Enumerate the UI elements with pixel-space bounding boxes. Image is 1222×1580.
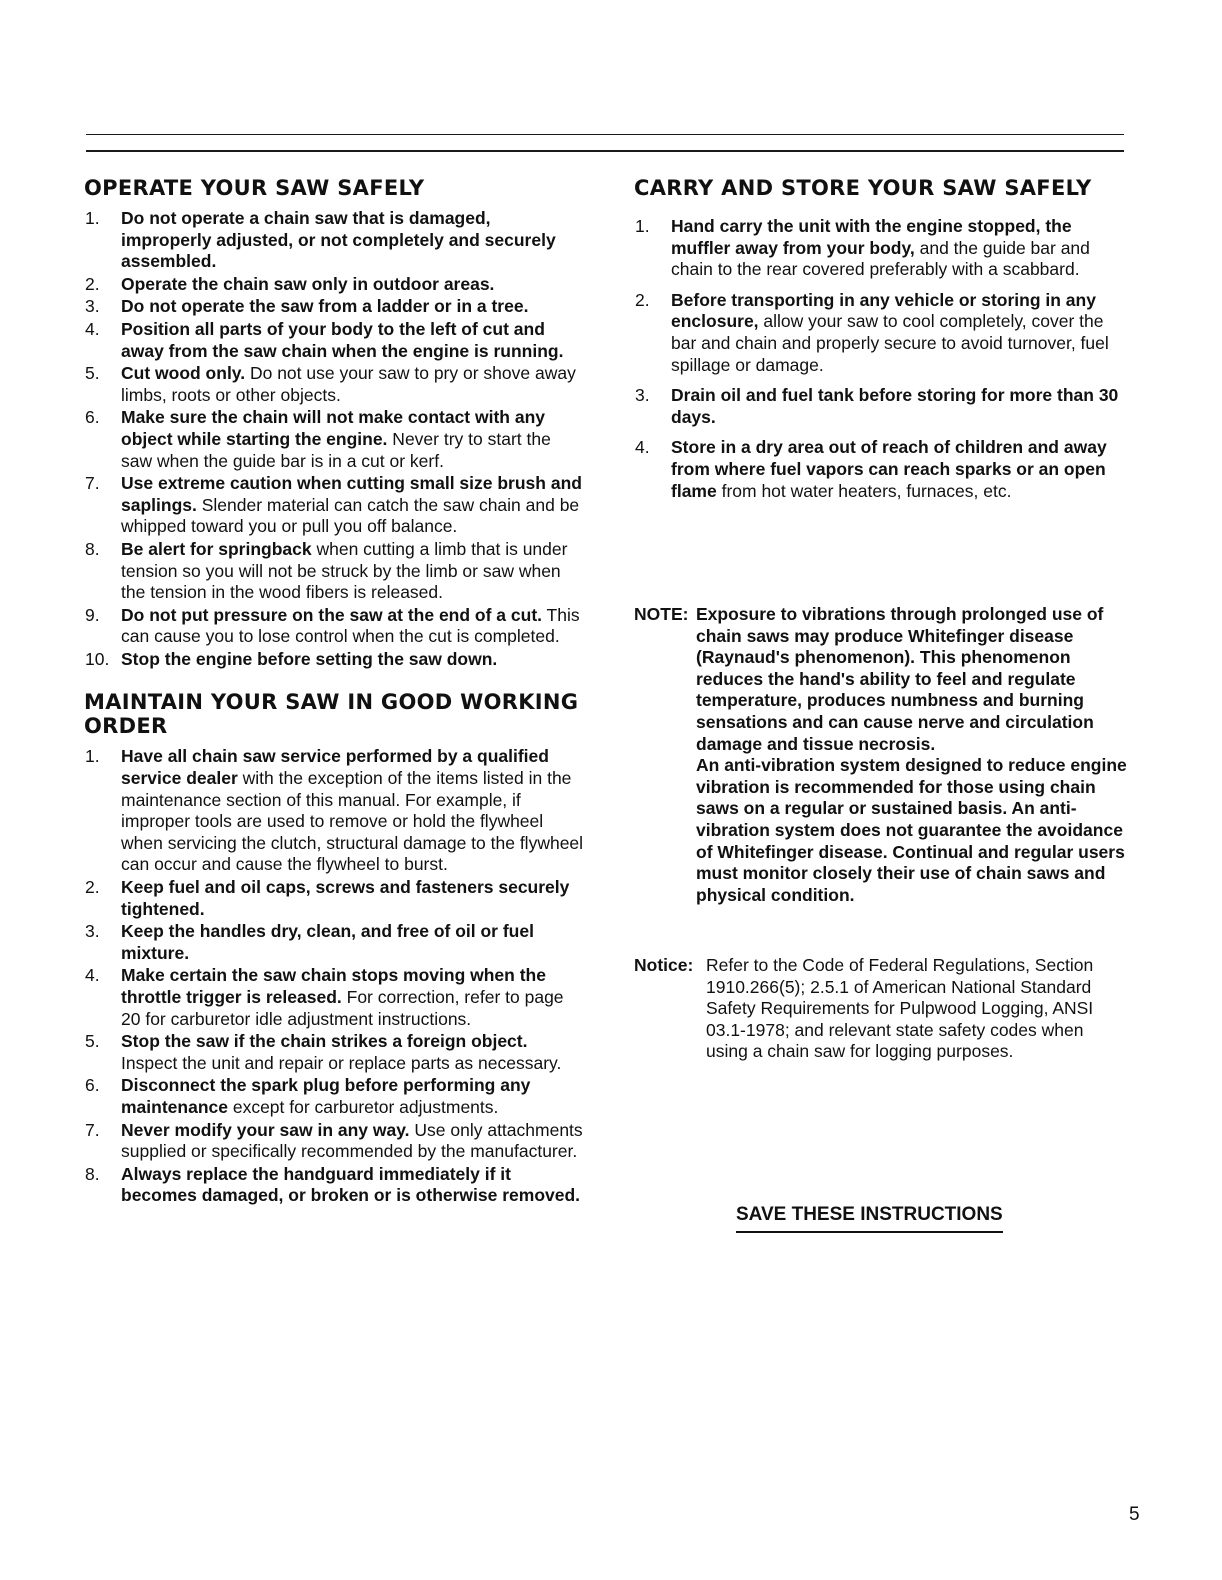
list-item (84, 921, 584, 964)
note-paragraph-1: Exposure to vibrations through prolonged use of chain saws may produce Whitefinger disease (Raynaud's phenomenon). This phenomenon reduces the hand's ability to feel and regulate temperature, produces numbness and burning sensations and can cause nerve and circulation damage and tissue necrosis. (696, 604, 1104, 754)
item-number: 2. (85, 877, 100, 898)
operate-safely-heading: OPERATE YOUR SAW SAFELY (84, 176, 425, 200)
item-number: 6. (85, 407, 100, 428)
list-item (634, 216, 1130, 281)
carry-store-list (634, 216, 1130, 502)
item-number: 1. (85, 746, 100, 767)
item-text: For correction, refer to page 20 for carburetor idle adjustment instructions. (121, 987, 564, 1029)
item-number: 2. (85, 273, 100, 294)
item-text: Slender material can catch the saw chain and be whipped toward you or pull you off balance. (121, 494, 580, 537)
item-bold-text: Before transporting in any vehicle or storing in any enclosure, (671, 289, 1096, 332)
notice-label: Notice: (634, 955, 694, 975)
list-item (84, 1075, 584, 1118)
vibration-note (634, 604, 1128, 906)
carry-store-heading: CARRY AND STORE YOUR SAW SAFELY (634, 176, 1092, 200)
list-item (84, 363, 584, 406)
item-text: Use only attachments supplied or specifically recommended by the manufacturer. (121, 1119, 583, 1162)
item-number: 8. (85, 538, 100, 559)
item-text: Inspect the unit and repair or replace parts as necessary. (121, 1052, 562, 1073)
list-item (84, 208, 584, 273)
item-bold-text: Hand carry the unit with the engine stopped, the muffler away from your body, (671, 216, 1072, 258)
item-bold-text: Make certain the saw chain stops moving when the throttle trigger is released. (121, 965, 546, 1007)
item-bold-text: Be alert for springback (121, 538, 312, 559)
list-item (84, 605, 584, 648)
item-bold-text: Have all chain saw service performed by a qualified service dealer (121, 746, 549, 789)
item-number: 5. (85, 1031, 100, 1052)
list-item (84, 1031, 584, 1074)
item-number: 1. (635, 216, 650, 236)
item-number: 3. (85, 296, 100, 317)
right-column (634, 176, 1130, 511)
item-bold-text: Never modify your saw in any way. (121, 1119, 410, 1140)
maintain-saw-heading: MAINTAIN YOUR SAW IN GOOD WORKING ORDER (84, 690, 579, 739)
item-bold-text: Operate the chain saw only in outdoor areas. (121, 273, 495, 294)
page-number: 5 (1129, 1504, 1140, 1525)
item-bold-text: Position all parts of your body to the left of cut and away from the saw chain when the engine is running. (121, 318, 564, 361)
item-number: 10. (85, 648, 110, 669)
list-item (84, 1164, 584, 1207)
item-text: when cutting a limb that is under tension so you will not be struck by the limb or saw when the tension in the wood fibers is released. (121, 538, 568, 603)
item-number: 6. (85, 1075, 100, 1096)
item-bold-text: Stop the saw if the chain strikes a foreign object. (121, 1031, 528, 1052)
item-number: 7. (85, 473, 100, 494)
item-text: with the exception of the items listed in the maintenance section of this manual. For example, if improper tools are used to remove or hold the flywheel when servicing the clutch, structural damage to the flywheel can occur and cause the flywheel to burst. (121, 768, 584, 875)
item-number: 5. (85, 363, 100, 384)
note-paragraph-2: An anti-vibration system designed to reduce engine vibration is recommended for those using chain saws on a regular or sustained basis. An anti-vibration system does not guarantee the avoidance of Whitefinger disease. Continual and regular users must monitor closely their use of chain saws and physical condition. (696, 755, 1127, 905)
top-rule-thin (86, 134, 1124, 135)
item-number: 3. (635, 385, 650, 406)
list-item (84, 473, 584, 538)
list-item (634, 437, 1130, 502)
list-item (84, 539, 584, 604)
item-number: 4. (85, 318, 100, 339)
item-bold-text: Store in a dry area out of reach of children and away from where fuel vapors can reach sparks or an open flame (671, 437, 1107, 501)
item-bold-text: Stop the engine before setting the saw down. (121, 648, 498, 669)
item-bold-text: Disconnect the spark plug before performing any maintenance (121, 1075, 531, 1117)
item-number: 9. (85, 604, 100, 625)
list-item (84, 965, 584, 1030)
item-bold-text: Drain oil and fuel tank before storing for more than 30 days. (671, 385, 1119, 427)
list-item (84, 746, 584, 876)
item-text: allow your saw to cool completely, cover the bar and chain and properly secure to avoid turnover, fuel spillage or damage. (671, 311, 1109, 375)
item-number: 8. (85, 1163, 100, 1184)
item-number: 7. (85, 1119, 100, 1140)
item-text: from hot water heaters, furnaces, etc. (716, 480, 1012, 501)
item-text: This can cause you to lose control when the cut is completed. (121, 604, 580, 647)
notice-text: Refer to the Code of Federal Regulations, Section 1910.266(5); 2.5.1 of American National Standard Safety Requirements for Pulpwood Logging, ANSI 03.1-1978; and relevant state safety codes when using a chain saw for logging purposes. (706, 955, 1094, 1062)
item-bold-text: Keep fuel and oil caps, screws and fasteners securely tightened. (121, 877, 570, 919)
list-item (84, 877, 584, 920)
item-bold-text: Make sure the chain will not make contact with any object while starting the engine. (121, 407, 545, 449)
list-item (84, 1120, 584, 1163)
item-number: 2. (635, 289, 650, 310)
list-item (84, 319, 584, 362)
maintain-saw-list (84, 746, 584, 1206)
item-text: except for carburetor adjustments. (227, 1096, 499, 1117)
operate-safely-list (84, 208, 584, 670)
regulations-notice (634, 955, 1128, 1063)
item-bold-text: Always replace the handguard immediately if it becomes damaged, or broken or is otherwise removed. (121, 1163, 581, 1206)
item-number: 4. (635, 437, 650, 458)
item-bold-text: Do not operate a chain saw that is damaged, improperly adjusted, or not completely and securely assembled. (121, 208, 556, 272)
left-column (84, 176, 584, 1208)
item-number: 3. (85, 921, 100, 942)
list-item (634, 385, 1130, 428)
item-text: Never try to start the saw when the guide bar is in a cut or kerf. (121, 428, 551, 471)
item-bold-text: Cut wood only. (121, 363, 246, 384)
item-text: and the guide bar and chain to the rear covered preferably with a scabbard. (671, 237, 1090, 280)
item-bold-text: Do not operate the saw from a ladder or in a tree. (121, 296, 529, 317)
list-item (84, 649, 584, 671)
save-instructions-heading: SAVE THESE INSTRUCTIONS (736, 1204, 1003, 1233)
item-number: 4. (85, 965, 100, 986)
item-text: Do not use your saw to pry or shove away limbs, roots or other objects. (121, 363, 576, 405)
item-bold-text: Do not put pressure on the saw at the end of a cut. (121, 604, 543, 625)
item-bold-text: Use extreme caution when cutting small size brush and saplings. (121, 473, 582, 515)
list-item (634, 290, 1130, 376)
list-item (84, 274, 584, 296)
list-item (84, 296, 584, 318)
note-label: NOTE: (634, 604, 689, 624)
item-bold-text: Keep the handles dry, clean, and free of oil or fuel mixture. (121, 921, 534, 963)
item-number: 1. (85, 208, 100, 228)
top-rule-thick (86, 150, 1124, 152)
list-item (84, 407, 584, 472)
